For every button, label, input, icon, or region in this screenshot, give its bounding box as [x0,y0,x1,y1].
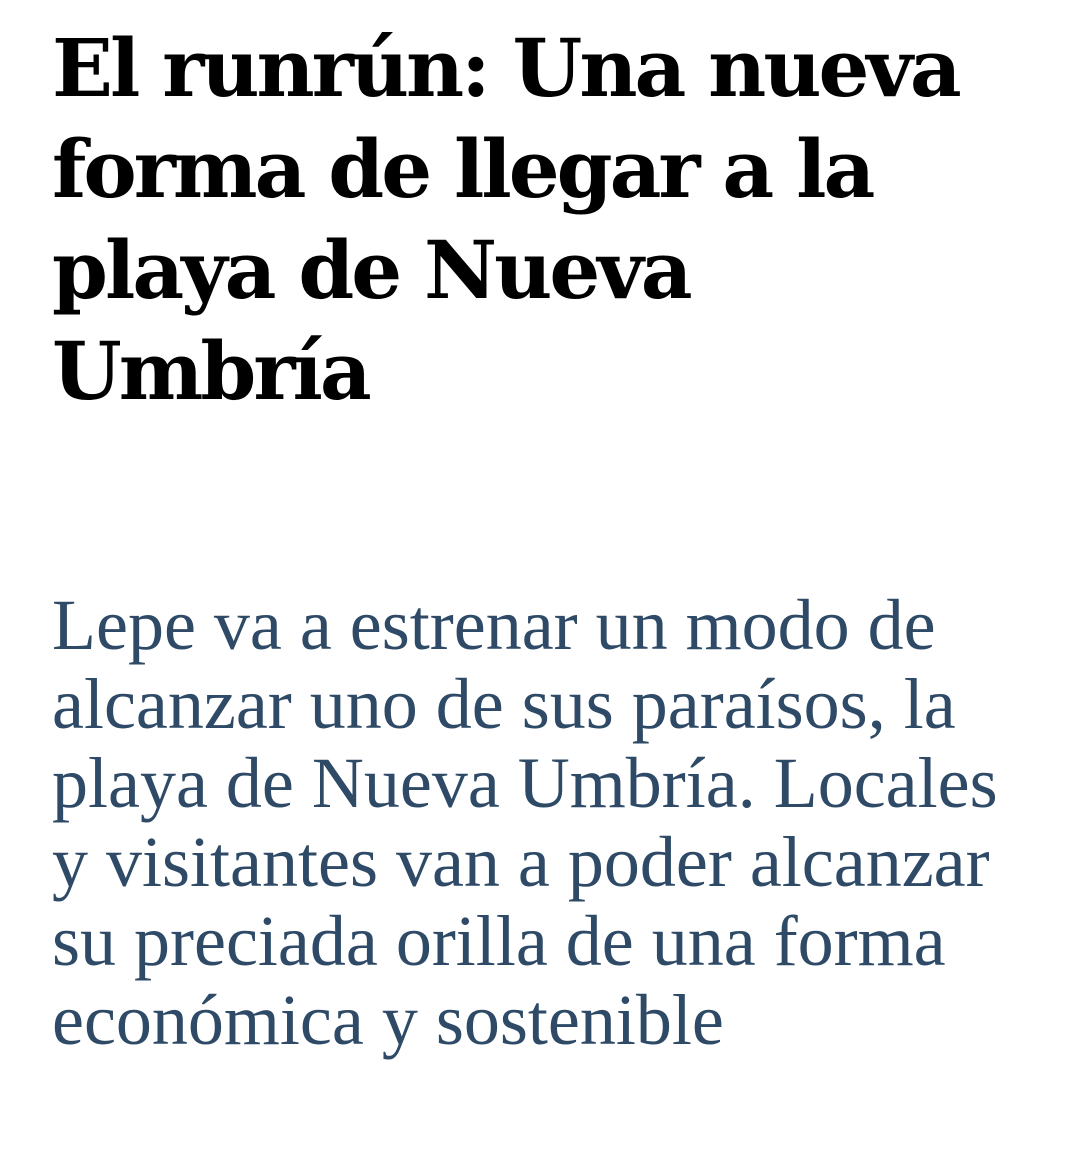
article [52,18,1042,1060]
article-subheadline: Lepe va a estrenar un modo de alcanzar uno de sus paraísos, la playa de Nueva Umbría. Locales y visitantes van a poder alcanzar su preciada orilla de una forma económica y sostenible [52,585,998,1060]
article-headline: El runrún: Una nueva forma de llegar a la playa de Nueva Umbría [52,21,959,418]
